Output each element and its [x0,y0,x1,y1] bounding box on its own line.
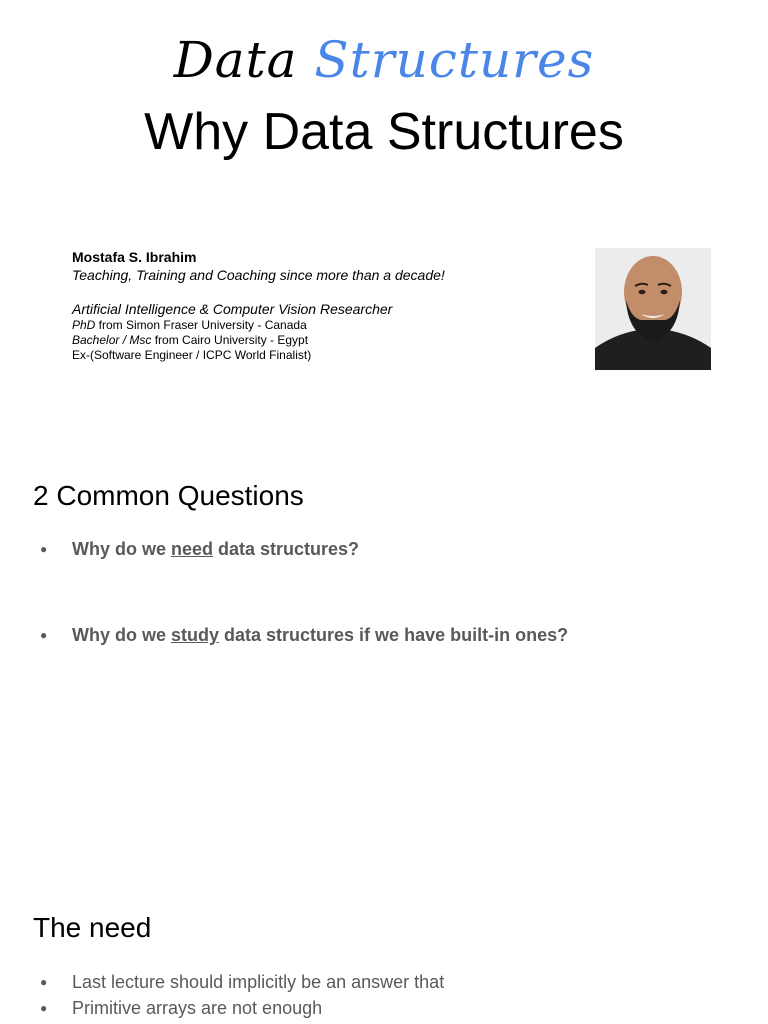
author-photo [595,248,711,370]
bachelor-degree: Bachelor / Msc [72,333,152,347]
question-need [40,538,740,560]
need-item [40,971,740,993]
phd-degree: PhD [72,318,96,332]
question-need-emphasis: need [171,539,214,559]
phd-institution: from Simon Fraser University - Canada [95,318,307,332]
brand-logo-text [0,28,768,92]
author-portrait-icon [595,248,711,370]
section-common-questions-title: 2 Common Questions [33,480,304,511]
need-item-text: Primitive arrays are not enough [72,998,323,1018]
bachelor-institution: from Cairo University - Egypt [151,333,309,347]
question-study-end: data structures if we have built-in ones? [219,625,569,645]
author-tagline: Teaching, Training and Coaching since more than a decade! [72,267,445,283]
question-need-end: data structures? [213,539,360,559]
question-need-start: Why do we [72,539,171,559]
slide-title: Why Data Structures [144,103,624,161]
author-role: Artificial Intelligence & Computer Vision Researcher [72,301,393,317]
bullet-icon: ● [40,1001,48,1015]
bullet-icon: ● [40,975,48,989]
author-bachelor [72,333,572,348]
need-item-text: Last lecture should implicitly be an answer that [72,972,445,992]
author-block [72,248,572,363]
question-study-emphasis: study [171,625,220,645]
brand-word-data: Data [173,31,298,89]
question-study [40,624,740,646]
need-item [40,997,740,1019]
section-the-need-title: The need [33,912,152,943]
brand-word-structures: Structures [314,31,595,89]
bullet-icon: ● [40,542,48,556]
author-phd [72,318,572,333]
author-name: Mostafa S. Ibrahim [72,249,197,265]
bullet-icon: ● [40,628,48,642]
question-study-start: Why do we [72,625,171,645]
author-former-roles: Ex-(Software Engineer / ICPC World Finalist) [72,348,312,362]
